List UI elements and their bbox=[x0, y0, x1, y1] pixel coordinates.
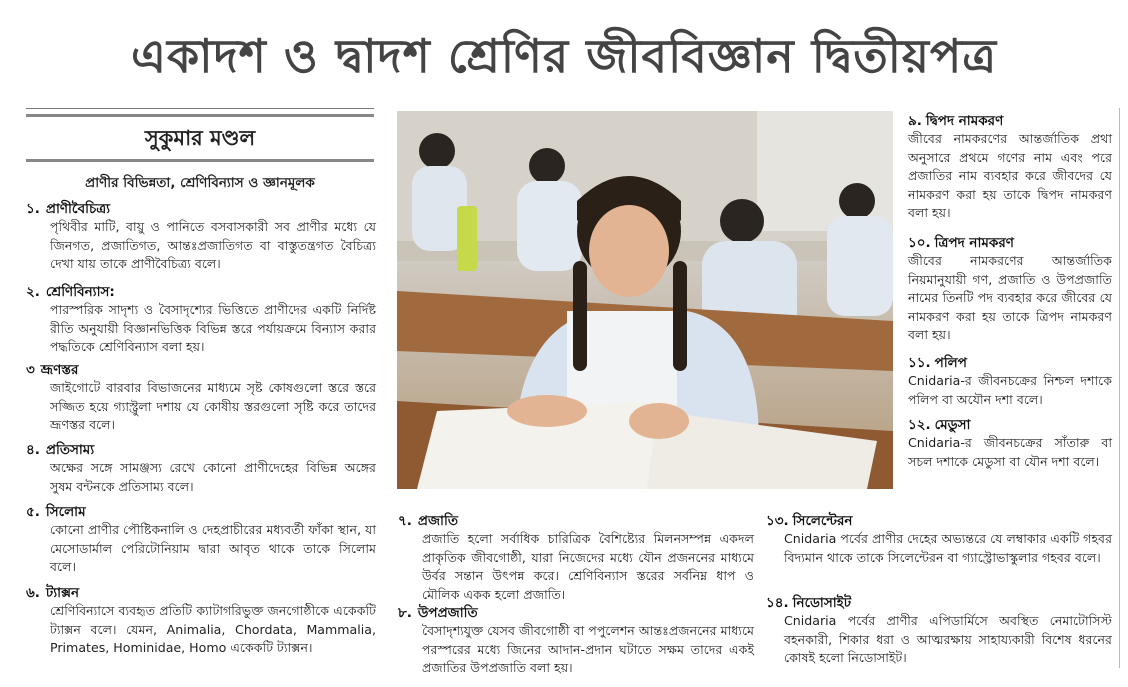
entry-title: ভ্রূণস্তর bbox=[40, 362, 79, 378]
entry-heading bbox=[398, 604, 754, 622]
entry-heading bbox=[26, 361, 376, 379]
entry-text: জীবের নামকরণের আন্তর্জাতিক নিয়মানুযায়ী গণ, প্রজাতি ও উপপ্রজাতি নামের তিনটি পদ ব্যবহার করে জীবের যে নামকরণ করা হয় তাকে ত্রিপদ নামকরণ বলা হয়। bbox=[908, 253, 1112, 342]
entry-title: দ্বিপদ নামকরণ bbox=[925, 113, 1004, 129]
entry-text: Cnidaria পর্বের প্রাণীর দেহের অভ্যন্তরে যে লম্বাকার একটি গহবর বিদ্যমান থাকে তাকে সিলেন্টেরন বা গ্যাস্ট্রোভাস্কুলার গহবর বলে। bbox=[784, 531, 1112, 565]
entry-3 bbox=[26, 361, 376, 435]
entry-text: প্রজাতি হলো সর্বাধিক চারিত্রিক বৈশিষ্ট্যের মিলনসম্পন্ন একদল প্রাকৃতিক জীবগোষ্ঠী, যারা নিজেদের মধ্যে যৌন প্রজননের মাধ্যমে উর্বর সন্তান উৎপন্ন করে। শ্রেণিবিন্যাস স্তরের সর্বনিম্ন ধাপ ও মৌলিক একক হলো প্রজাতি। bbox=[422, 531, 754, 602]
entry-text: অক্ষের সঙ্গে সামঞ্জস্য রেখে কোনো প্রাণীদেহের বিভিন্ন অঙ্গের সুষম বন্টনকে প্রতিসাম্য বলে। bbox=[50, 460, 376, 494]
entry-11 bbox=[908, 354, 1112, 409]
entry-heading bbox=[766, 594, 1112, 612]
entry-text: কোনো প্রাণীর পৌষ্টিকনালি ও দেহপ্রাচীরের মধ্যবর্তী ফাঁকা স্থান, যা মেসোডার্মাল পেরিটোনিয়াম দ্বারা আবৃত থাকে তাকে সিলোম বলে। bbox=[50, 522, 376, 574]
entry-number: ৩ bbox=[26, 362, 35, 378]
entry-title: মেডুসা bbox=[934, 417, 971, 433]
entry-9 bbox=[908, 112, 1112, 223]
author-name: সুকুমার মণ্ডল bbox=[26, 114, 374, 162]
entry-text: পারস্পরিক সাদৃশ্য ও বৈসাদৃশ্যের ভিত্তিতে প্রাণীদের একটি নির্দিষ্ট রীতি অনুযায়ী বিজ্ঞানভিত্তিক বিভিন্ন স্তরে পর্যায়ক্রমে বিন্যাস করার পদ্ধতিকে শ্রেণিবিন্যাস বলা হয়। bbox=[50, 302, 376, 354]
entry-text: জীবের নামকরণের আন্তর্জাতিক প্রথা অনুসারে প্রথমে গণের নাম এবং পরে প্রজাতির নাম ব্যবহার করে জীবদের যে নামকরণ করা হয় তাকে দ্বিপদ নামকরণ বলা হয়। bbox=[908, 131, 1112, 220]
entry-8 bbox=[398, 604, 754, 678]
entry-heading bbox=[908, 354, 1112, 372]
entry-heading bbox=[908, 234, 1112, 252]
entry-number: ৪. bbox=[26, 442, 40, 458]
entry-number: ৫. bbox=[26, 504, 40, 520]
entry-2 bbox=[26, 283, 376, 357]
entry-heading bbox=[26, 441, 376, 459]
entry-number: ২. bbox=[26, 284, 40, 300]
entry-text: Cnidaria পর্বের প্রাণীর এপিডার্মিসে অবস্থিত নেমাটোসিস্ট বহনকারী, শিকার ধরা ও আত্মরক্ষায় সাহায্যকারী বিশেষ ধরনের কোষই হলো নিডোসাইট। bbox=[784, 613, 1112, 665]
entry-number: ৭. bbox=[398, 513, 412, 529]
section-subhead: প্রাণীর বিভিন্নতা, শ্রেণিবিন্যাস ও জ্ঞানমূলক bbox=[85, 175, 315, 191]
entry-heading bbox=[26, 283, 376, 301]
photo-illustration bbox=[397, 111, 893, 489]
entry-heading bbox=[908, 416, 1112, 434]
entry-number: ১১. bbox=[908, 355, 931, 371]
entry-heading bbox=[26, 584, 376, 602]
entry-text: Cnidaria-র জীবনচক্রের সাঁতারু বা সচল দশাকে মেডুসা বা যৌন দশা বলে। bbox=[908, 435, 1112, 469]
exam-hall-photo bbox=[397, 111, 893, 489]
entry-title: প্রতিসাম্য bbox=[45, 442, 95, 458]
column-divider-right-edge bbox=[1119, 108, 1120, 668]
entry-5 bbox=[26, 503, 376, 577]
entry-13 bbox=[766, 512, 1112, 567]
entry-6 bbox=[26, 584, 376, 658]
entry-number: ১২. bbox=[908, 417, 931, 433]
column-divider-left bbox=[26, 108, 374, 109]
entry-title: ত্রিপদ নামকরণ bbox=[934, 235, 1014, 251]
entry-title: সিলোম bbox=[45, 504, 86, 520]
entry-heading bbox=[26, 503, 376, 521]
entry-text: জাইগোটে বারবার বিভাজনের মাধ্যমে সৃষ্ট কোষগুলো স্তরে স্তরে সজ্জিত হয়ে গ্যাস্ট্রুলা দশায় যে কোষীয় স্তরগুলো সৃষ্টি করে তাদের ভ্রূণস্তর বলে। bbox=[50, 380, 376, 432]
entry-number: ১৩. bbox=[766, 513, 789, 529]
page-headline: একাদশ ও দ্বাদশ শ্রেণির জীববিজ্ঞান দ্বিতীয়পত্র bbox=[130, 29, 998, 83]
entry-4 bbox=[26, 441, 376, 496]
entry-number: ৯. bbox=[908, 113, 922, 129]
entry-7 bbox=[398, 512, 754, 604]
entry-title: শ্রেণিবিন্যাস: bbox=[45, 284, 115, 300]
entry-title: উপপ্রজাতি bbox=[417, 605, 478, 621]
entry-heading bbox=[398, 512, 754, 530]
entry-1 bbox=[26, 200, 376, 274]
entry-number: ১০. bbox=[908, 235, 931, 251]
entry-text: শ্রেণিবিন্যাসে ব্যবহৃত প্রতিটি ক্যাটাগরিভুক্ত জনগোষ্ঠীকে একেকটি ট্যাক্সন বলে। যেমন, Animalia, Chordata, Mammalia, Primates, Hominidae, Homo একেকটি ট্যাক্সন। bbox=[50, 603, 376, 655]
entry-text: বৈসাদৃশ্যযুক্ত যেসব জীবগোষ্ঠী বা পপুলেশন আন্তঃপ্রজননের মাধ্যমে পরস্পরের মধ্যে জিনের আদান-প্রদান ঘটাতে সক্ষম তাদের একই প্রজাতির উপপ্রজাতি বলা হয়। bbox=[422, 623, 754, 675]
entry-title: প্রজাতি bbox=[417, 513, 458, 529]
entry-number: ১. bbox=[26, 201, 40, 217]
entry-10 bbox=[908, 234, 1112, 345]
entry-title: প্রাণীবৈচিত্র্য bbox=[45, 201, 111, 217]
entry-number: ৮. bbox=[398, 605, 412, 621]
entry-title: পলিপ bbox=[934, 355, 967, 371]
entry-14 bbox=[766, 594, 1112, 668]
entry-heading bbox=[766, 512, 1112, 530]
entry-heading bbox=[908, 112, 1112, 130]
entry-text: পৃথিবীর মাটি, বায়ু ও পানিতে বসবাসকারী সব প্রাণীর মধ্যে যে জিনগত, প্রজাতিগত, আন্তঃপ্রজাতিগত বা বাস্তুতন্ত্রগত বৈচিত্র্য দেখা যায় তাকে প্রাণীবৈচিত্র্য বলে। bbox=[50, 219, 376, 271]
entry-heading bbox=[26, 200, 376, 218]
entry-title: ট্যাক্সন bbox=[45, 585, 80, 601]
entry-title: নিডোসাইট bbox=[792, 595, 852, 611]
entry-number: ১৪. bbox=[766, 595, 789, 611]
entry-12 bbox=[908, 416, 1112, 471]
entry-number: ৬. bbox=[26, 585, 40, 601]
entry-text: Cnidaria-র জীবনচক্রের নিশ্চল দশাকে পলিপ বা অযৌন দশা বলে। bbox=[908, 373, 1112, 407]
entry-title: সিলেন্টেরন bbox=[792, 513, 853, 529]
